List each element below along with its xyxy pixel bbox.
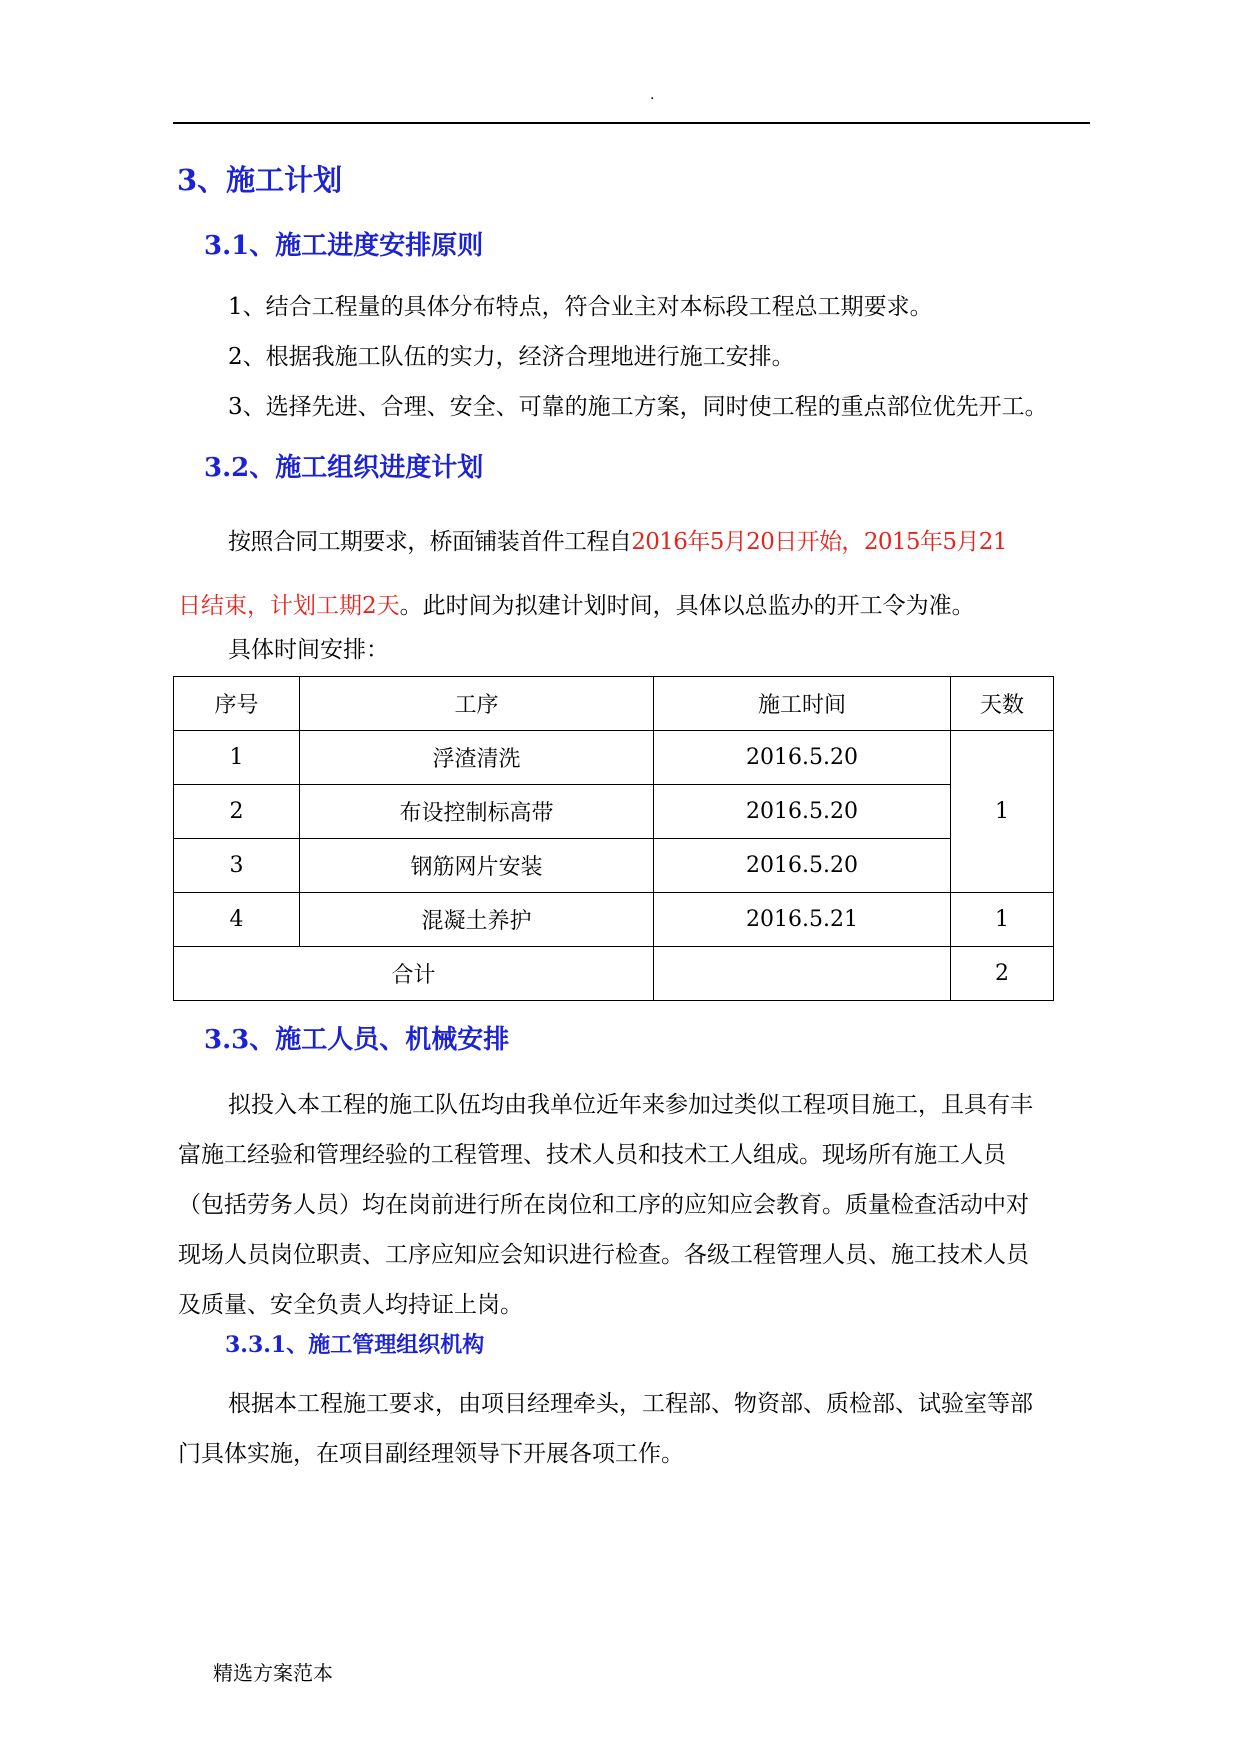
section-title: 3、施工计划 (177, 163, 343, 197)
subsection-3-3-1-title: 3.3.1、施工管理组织机构 (225, 1332, 485, 1358)
total-label: 合计 (174, 947, 654, 1001)
row-no: 4 (174, 893, 300, 947)
row-days: 1 (951, 893, 1054, 947)
row-date: 2016.5.20 (654, 731, 951, 785)
schedule-table (173, 676, 1054, 1001)
row-no: 3 (174, 839, 300, 893)
table-row (174, 731, 1054, 785)
principle-item-2: 2、根据我施工队伍的实力，经济合理地进行施工安排。 (228, 344, 795, 370)
schedule-end-red: 日结束，计划工期2天 (178, 593, 400, 619)
row-no: 2 (174, 785, 300, 839)
row-process: 混凝土养护 (300, 893, 654, 947)
row-date: 2016.5.20 (654, 839, 951, 893)
staffing-paragraph (178, 1080, 1084, 1330)
staffing-line-3: （包括劳务人员）均在岗前进行所在岗位和工序的应知应会教育。质量检查活动中对 (178, 1192, 1029, 1218)
table-row (174, 785, 1054, 839)
row-process: 浮渣清洗 (300, 731, 654, 785)
subsection-3-1-title: 3.1、施工进度安排原则 (204, 231, 484, 261)
row-date: 2016.5.21 (654, 893, 951, 947)
header-no: 序号 (174, 677, 300, 731)
staffing-line-4: 现场人员岗位职责、工序应知应会知识进行检查。各级工程管理人员、施工技术人员 (178, 1242, 1029, 1268)
footer-text: 精选方案范本 (213, 1661, 333, 1685)
table-total-row (174, 947, 1054, 1001)
header-date: 施工时间 (654, 677, 951, 731)
row-process: 布设控制标高带 (300, 785, 654, 839)
table-row (174, 893, 1054, 947)
row-days-merged: 1 (951, 731, 1054, 893)
subsection-3-2-title: 3.2、施工组织进度计划 (204, 453, 484, 483)
total-days: 2 (951, 947, 1054, 1001)
schedule-note: 。此时间为拟建计划时间，具体以总监办的开工令为准。 (399, 593, 975, 619)
principle-item-3: 3、选择先进、合理、安全、可靠的施工方案，同时使工程的重点部位优先开工。 (228, 394, 1048, 420)
schedule-paragraph-line-2 (178, 590, 1084, 622)
header-days: 天数 (951, 677, 1054, 731)
header-rule (173, 122, 1090, 124)
staffing-line-1: 拟投入本工程的施工队伍均由我单位近年来参加过类似工程项目施工，且具有丰 (228, 1092, 1033, 1118)
org-line-2: 门具体实施，在项目副经理领导下开展各项工作。 (178, 1441, 684, 1467)
schedule-text: 按照合同工期要求，桥面铺装首件工程自 (228, 529, 632, 555)
org-paragraph (178, 1379, 1084, 1479)
table-row (174, 839, 1054, 893)
subsection-3-3-title: 3.3、施工人员、机械安排 (204, 1025, 510, 1055)
row-date: 2016.5.20 (654, 785, 951, 839)
principle-item-1: 1、结合工程量的具体分布特点，符合业主对本标段工程总工期要求。 (228, 294, 933, 320)
staffing-line-5: 及质量、安全负责人均持证上岗。 (178, 1292, 523, 1318)
schedule-dates-red: 2016年5月20日开始，2015年5月21 (631, 529, 1007, 555)
row-process: 钢筋网片安装 (300, 839, 654, 893)
total-date-empty (654, 947, 951, 1001)
table-header-row (174, 677, 1054, 731)
staffing-line-2: 富施工经验和管理经验的工程管理、技术人员和技术工人组成。现场所有施工人员 (178, 1142, 1006, 1168)
schedule-intro: 具体时间安排： (228, 637, 389, 663)
row-no: 1 (174, 731, 300, 785)
header-process: 工序 (300, 677, 654, 731)
org-line-1: 根据本工程施工要求，由项目经理牵头，工程部、物资部、质检部、试验室等部 (228, 1391, 1033, 1417)
schedule-paragraph-line-1 (178, 526, 1084, 558)
header-mark: . (650, 87, 655, 103)
